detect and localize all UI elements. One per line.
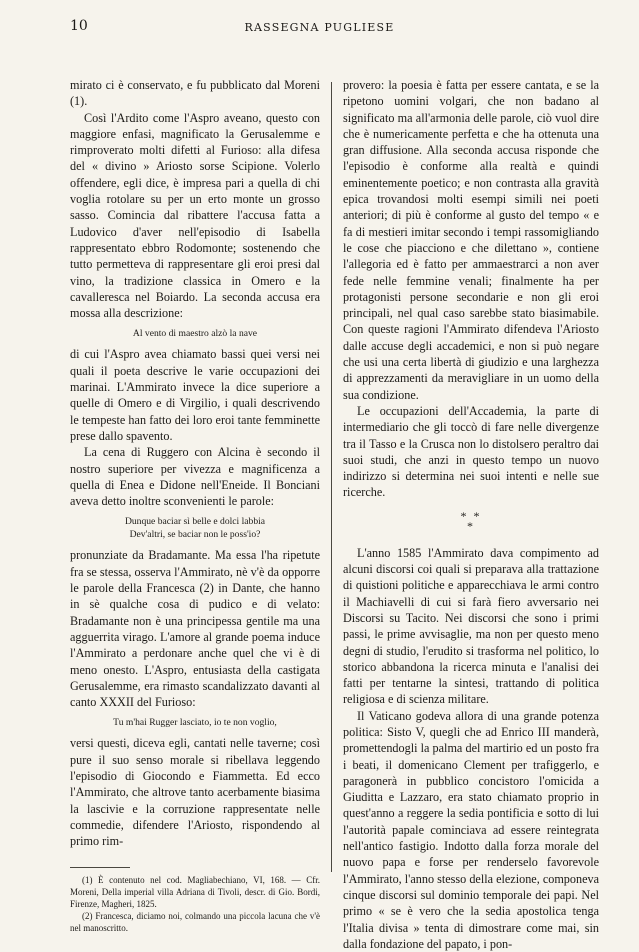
verse-line: Dunque baciar sì belle e dolci labbia xyxy=(124,516,266,528)
left-column xyxy=(70,77,320,934)
paragraph: Le occupazioni dell'Accademia, la parte di intermediario che gli toccò di fare nelle divergenze tra il Tasso e la Crusca non lo distolsero peraltro dai suoi studi, che anzi in questo tempo un nuovo indirizzo si determina nei suoi intenti e nelle sue ricerche. xyxy=(343,403,599,500)
footnotes xyxy=(70,874,320,934)
footnote-rule xyxy=(70,867,130,868)
ornament-top: * * xyxy=(460,508,482,523)
column-divider xyxy=(331,82,332,872)
paragraph: Il Vaticano godeva allora di una grande potenza politica: Sisto V, quegli che ad Enrico III manderà, promettendogli la palma del martirio ed un posto fra i beati, il domenicano Clement per trafiggerlo, e paragonerà in pubblico concistoro l'omicida a Giuditta e Lazzaro, era stato chiamato proprio in quest'anno a reggere la sedia pontificia e sotto di lui l'autorità papale cominciava ad essere reintegrata nell'antico fastigio. Indotto dalla forza morale del nuovo papa e forse per renderselo favorevole l'Ammirato, l'anno stesso della elezione, componeva cinque discorsi sul dominio temporale dei papi. Nel primo « se è vero che la sedia apostolica tenga l'Italia divisa » tenta di dimostrare come mai, sin dalla fondazione del papato, i pon- xyxy=(343,708,599,951)
verse-quote: Tu m'hai Rugger lasciato, io te non voglio, xyxy=(113,717,277,729)
paragraph: L'anno 1585 l'Ammirato dava compimento ad alcuni discorsi coi quali si preparava alla trattazione di quistioni politiche e apparecchiava le armi contro il Machiavelli di cui si farà fiero avversario nei Discorsi su Tacito. Nei discorsi che sono i primi passi, le prime avvisaglie, ma non per questo meno degni di studio, l'erudito si trasforma nel politico, lo storico abbandona la ricerca minuta e l'analisi dei fatti per tentarne la sintesi, trattando di politica religiosa e di scienza militare. xyxy=(343,545,599,707)
paragraph: Così l'Ardito come l'Aspro aveano, questo con maggiore enfasi, magnificato la Gerusalemme e rimproverato molti difetti al Furioso: alla difesa del « divino » Ariosto sorse Scipione. Volerlo offendere, egli dice, è impresa pari a quella di chi voglia rotolare su per un erto monte un grosso sasso. Comincia dal ribattere l'accusa fatta a Ludovico d'aver nell'episodio di Isabella rappresentato ebbro Rodomonte; sostenendo che tutto permetteva di rappresentare gli eroi presi dal vino, la tradizione classica in Omero e la cavalleresca nel Boiardo. La seconda accusa era mossa alla descrizione: xyxy=(70,110,320,321)
footnote: (2) Francesca, diciamo noi, colmando una piccola lacuna che v'è nel manoscritto. xyxy=(70,911,320,934)
paragraph: provero: la poesia è fatta per essere cantata, e se la ripetono uomini volgari, che non badano al significato ma all'armonia delle parole, ciò vuol dire che è numericamente perfetta e che ha ottenuta una gran diffusione. Alla seconda accusa risponde che l'episodio è conforme alla realtà e quindi eminentemente poetico; e non contrasta alla gravità epica trovandosi molti esempi simili nei poeti anteriori; di più è conforme al gusto del tempo « e fa di mestieri imitar secondo i tempi rassomigliando le cose che piacciono e che dilettano », contiene l'allegoria ed è fatto per ammaestrarci a non aver fede nelle femmine venali; finalmente ha per protagonisti persone secondarie e non gli eroi principali, nel qual caso sarebbe stato biasimabile. Con queste ragioni l'Ammirato difendeva l'Ariosto dalle accuse degli accademici, e non si può negare che usi una certa libertà di giudizio e una larghezza di apprezzamenti da meravigliare in un uomo della sua condizione. xyxy=(343,78,599,402)
footnote: (1) È contenuto nel cod. Magliabechiano, VI, 168. — Cfr. Moreni, Della imperial villa Adriana di Tivoli, descr. di Gio. Bordi, Firenze, Magheri, 1825. xyxy=(70,875,320,910)
verse-quote: Al vento di maestro alzò la nave xyxy=(132,328,258,340)
paragraph: mirato ci è conservato, e fu pubblicato dal Moreni (1). xyxy=(70,78,320,109)
paragraph: pronunziate da Bradamante. Ma essa l'ha ripetute fra se stessa, osserva l'Ammirato, nè v'è da opporre le parole della Francesca (2) in Dante, che hanno in sè qualche cosa di pudico e di velato: Bradamante non è una principessa gentile ma una agguerrita virago. L'amore al grande poema induce l'Ammirato a perdonare anche quel che vi è di meno onesto. L'Aspro, entusiasta della castigata Gerusalemme, era rimasto scandalizzato davanti al canto XXXII del Furioso: xyxy=(70,548,320,710)
paragraph: La cena di Ruggero con Alcina è secondo il nostro superiore per vivezza e magnificenza a quella di Enea e Didone nell'Eneide. Il Bonciani aveva detto inoltre sconvenienti le parole: xyxy=(70,445,320,509)
right-column xyxy=(343,77,599,952)
section-ornament xyxy=(343,508,599,533)
page-number: 10 xyxy=(70,18,88,34)
paragraph: versi questi, diceva egli, cantati nelle taverne; così pure il suo senso morale si ribellava leggendo l'episodio di Giocondo e Fiammetta. Ed ecco l'Ammirato, che altrove tanto acerbamente biasima la lascivie e la corruzione rappresentate nelle commedie, difendere l'Ariosto, rispondendo al primo rim- xyxy=(70,736,320,849)
verse-quote xyxy=(70,515,320,541)
verse-line: Dev'altri, se baciar non le poss'io? xyxy=(129,529,261,541)
running-title: RASSEGNA PUGLIESE xyxy=(244,21,395,34)
ornament-bottom: * xyxy=(467,518,475,533)
page-header xyxy=(0,0,639,40)
paragraph: di cui l'Aspro avea chiamato bassi quei versi nei quali il poeta descrive le varie occupazioni dei marinai. L'Ammirato invece la dice superiore a quelle di Omero e di Virgilio, i quali descrivendo le tempeste han fatto dei loro eroi tante femminette prese dallo spavento. xyxy=(70,347,320,443)
